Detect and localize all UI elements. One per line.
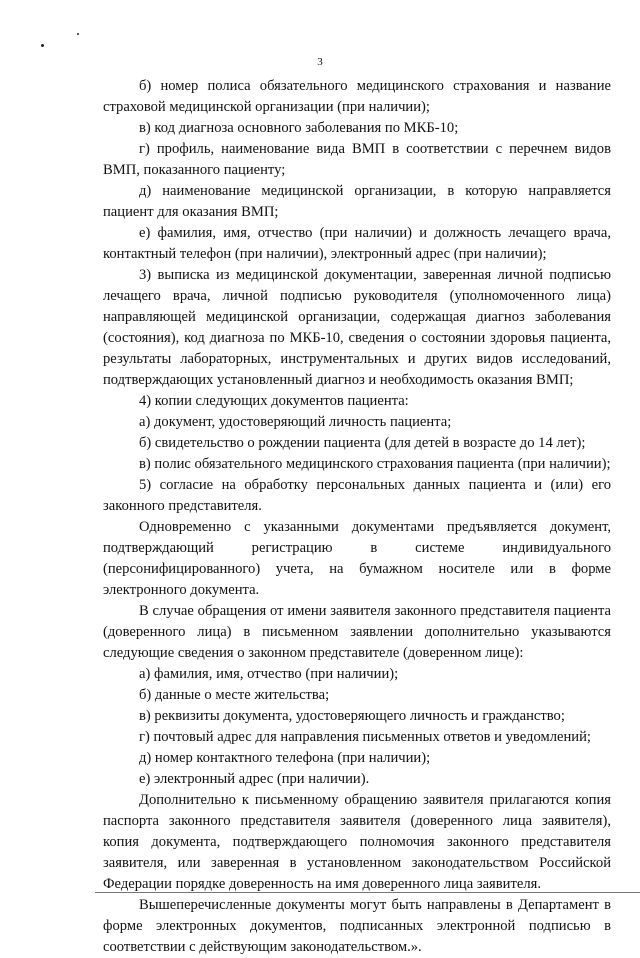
paragraph-registration-document: Одновременно с указанными документами предъявляется документ, подтверждающий регистрацию в системе индивидуального (персонифицированного) учета, на бумажном носителе или в форме электронного документа. (103, 519, 611, 598)
paragraph-e-doctor: е) фамилия, имя, отчество (при наличии) и должность лечащего врача, контактный телефон (при наличии), электронный адрес (при наличии); (103, 225, 611, 262)
paragraph-v-insurance-policy: в) полис обязательного медицинского страхования пациента (при наличии); (139, 456, 611, 472)
scan-speck (77, 33, 79, 35)
paragraph-electronic-submission: Вышеперечисленные документы могут быть направлены в Департамент в форме электронных документов, подписанных электронной подписью в соответствии с действующим законодательством.». (103, 897, 611, 955)
paragraph-a-identity: а) документ, удостоверяющий личность пациента; (139, 414, 452, 430)
paragraph-attachments: Дополнительно к письменному обращению заявителя прилагаются копия паспорта законного представителя заявителя (доверенного лица заявителя), копия документа, подтверждающего полномочия законного представителя заявителя, или заверенная в установленном законодательством Российской Федерации порядке доверенность на имя доверенного лица заявителя. (103, 792, 611, 892)
paragraph-rep-d-phone: д) номер контактного телефона (при наличии); (139, 750, 431, 766)
paragraph-g-profile: г) профиль, наименование вида ВМП в соответствии с перечнем видов ВМП, показанного пациенту; (103, 141, 611, 178)
paragraph-v-diagnosis-code: в) код диагноза основного заболевания по МКБ-10; (139, 120, 459, 136)
footer-divider (95, 892, 640, 893)
paragraph-4-copies: 4) копии следующих документов пациента: (139, 393, 409, 409)
paragraph-b-policy: б) номер полиса обязательного медицинского страхования и название страховой медицинской организации (при наличии); (103, 78, 611, 115)
paragraph-3-extract: 3) выписка из медицинской документации, заверенная личной подписью лечащего врача, личной подписью руководителя (уполномоченного лица) направляющей медицинской организации, содержащая диагноз заболевания (состояния), код диагноза по МКБ-10, сведения о состоянии здоровья пациента, результаты лабораторных, инструментальных и других видов исследований, подтверждающих установленный диагноз и необходимость оказания ВМП; (103, 267, 611, 388)
paragraph-rep-v-document: в) реквизиты документа, удостоверяющего личность и гражданство; (139, 708, 565, 724)
paragraph-rep-a-name: а) фамилия, имя, отчество (при наличии); (139, 666, 399, 682)
paragraph-d-organization: д) наименование медицинской организации, в которую направляется пациент для оказания ВМП; (103, 183, 611, 220)
paragraph-rep-b-residence: б) данные о месте жительства; (139, 687, 330, 703)
paragraph-b-birth-certificate: б) свидетельство о рождении пациента (для детей в возрасте до 14 лет); (139, 435, 586, 451)
scan-speck (41, 44, 44, 47)
page-number: 3 (317, 56, 323, 68)
paragraph-rep-g-postal: г) почтовый адрес для направления письменных ответов и уведомлений; (139, 729, 591, 745)
paragraph-rep-e-email: е) электронный адрес (при наличии). (139, 771, 370, 787)
paragraph-representative: В случае обращения от имени заявителя законного представителя пациента (доверенного лица) в письменном заявлении дополнительно указываются следующие сведения о законном представителе (доверенном лице): (103, 603, 611, 661)
document-body (103, 76, 611, 958)
paragraph-5-consent: 5) согласие на обработку персональных данных пациента и (или) его законного представителя. (103, 477, 611, 514)
